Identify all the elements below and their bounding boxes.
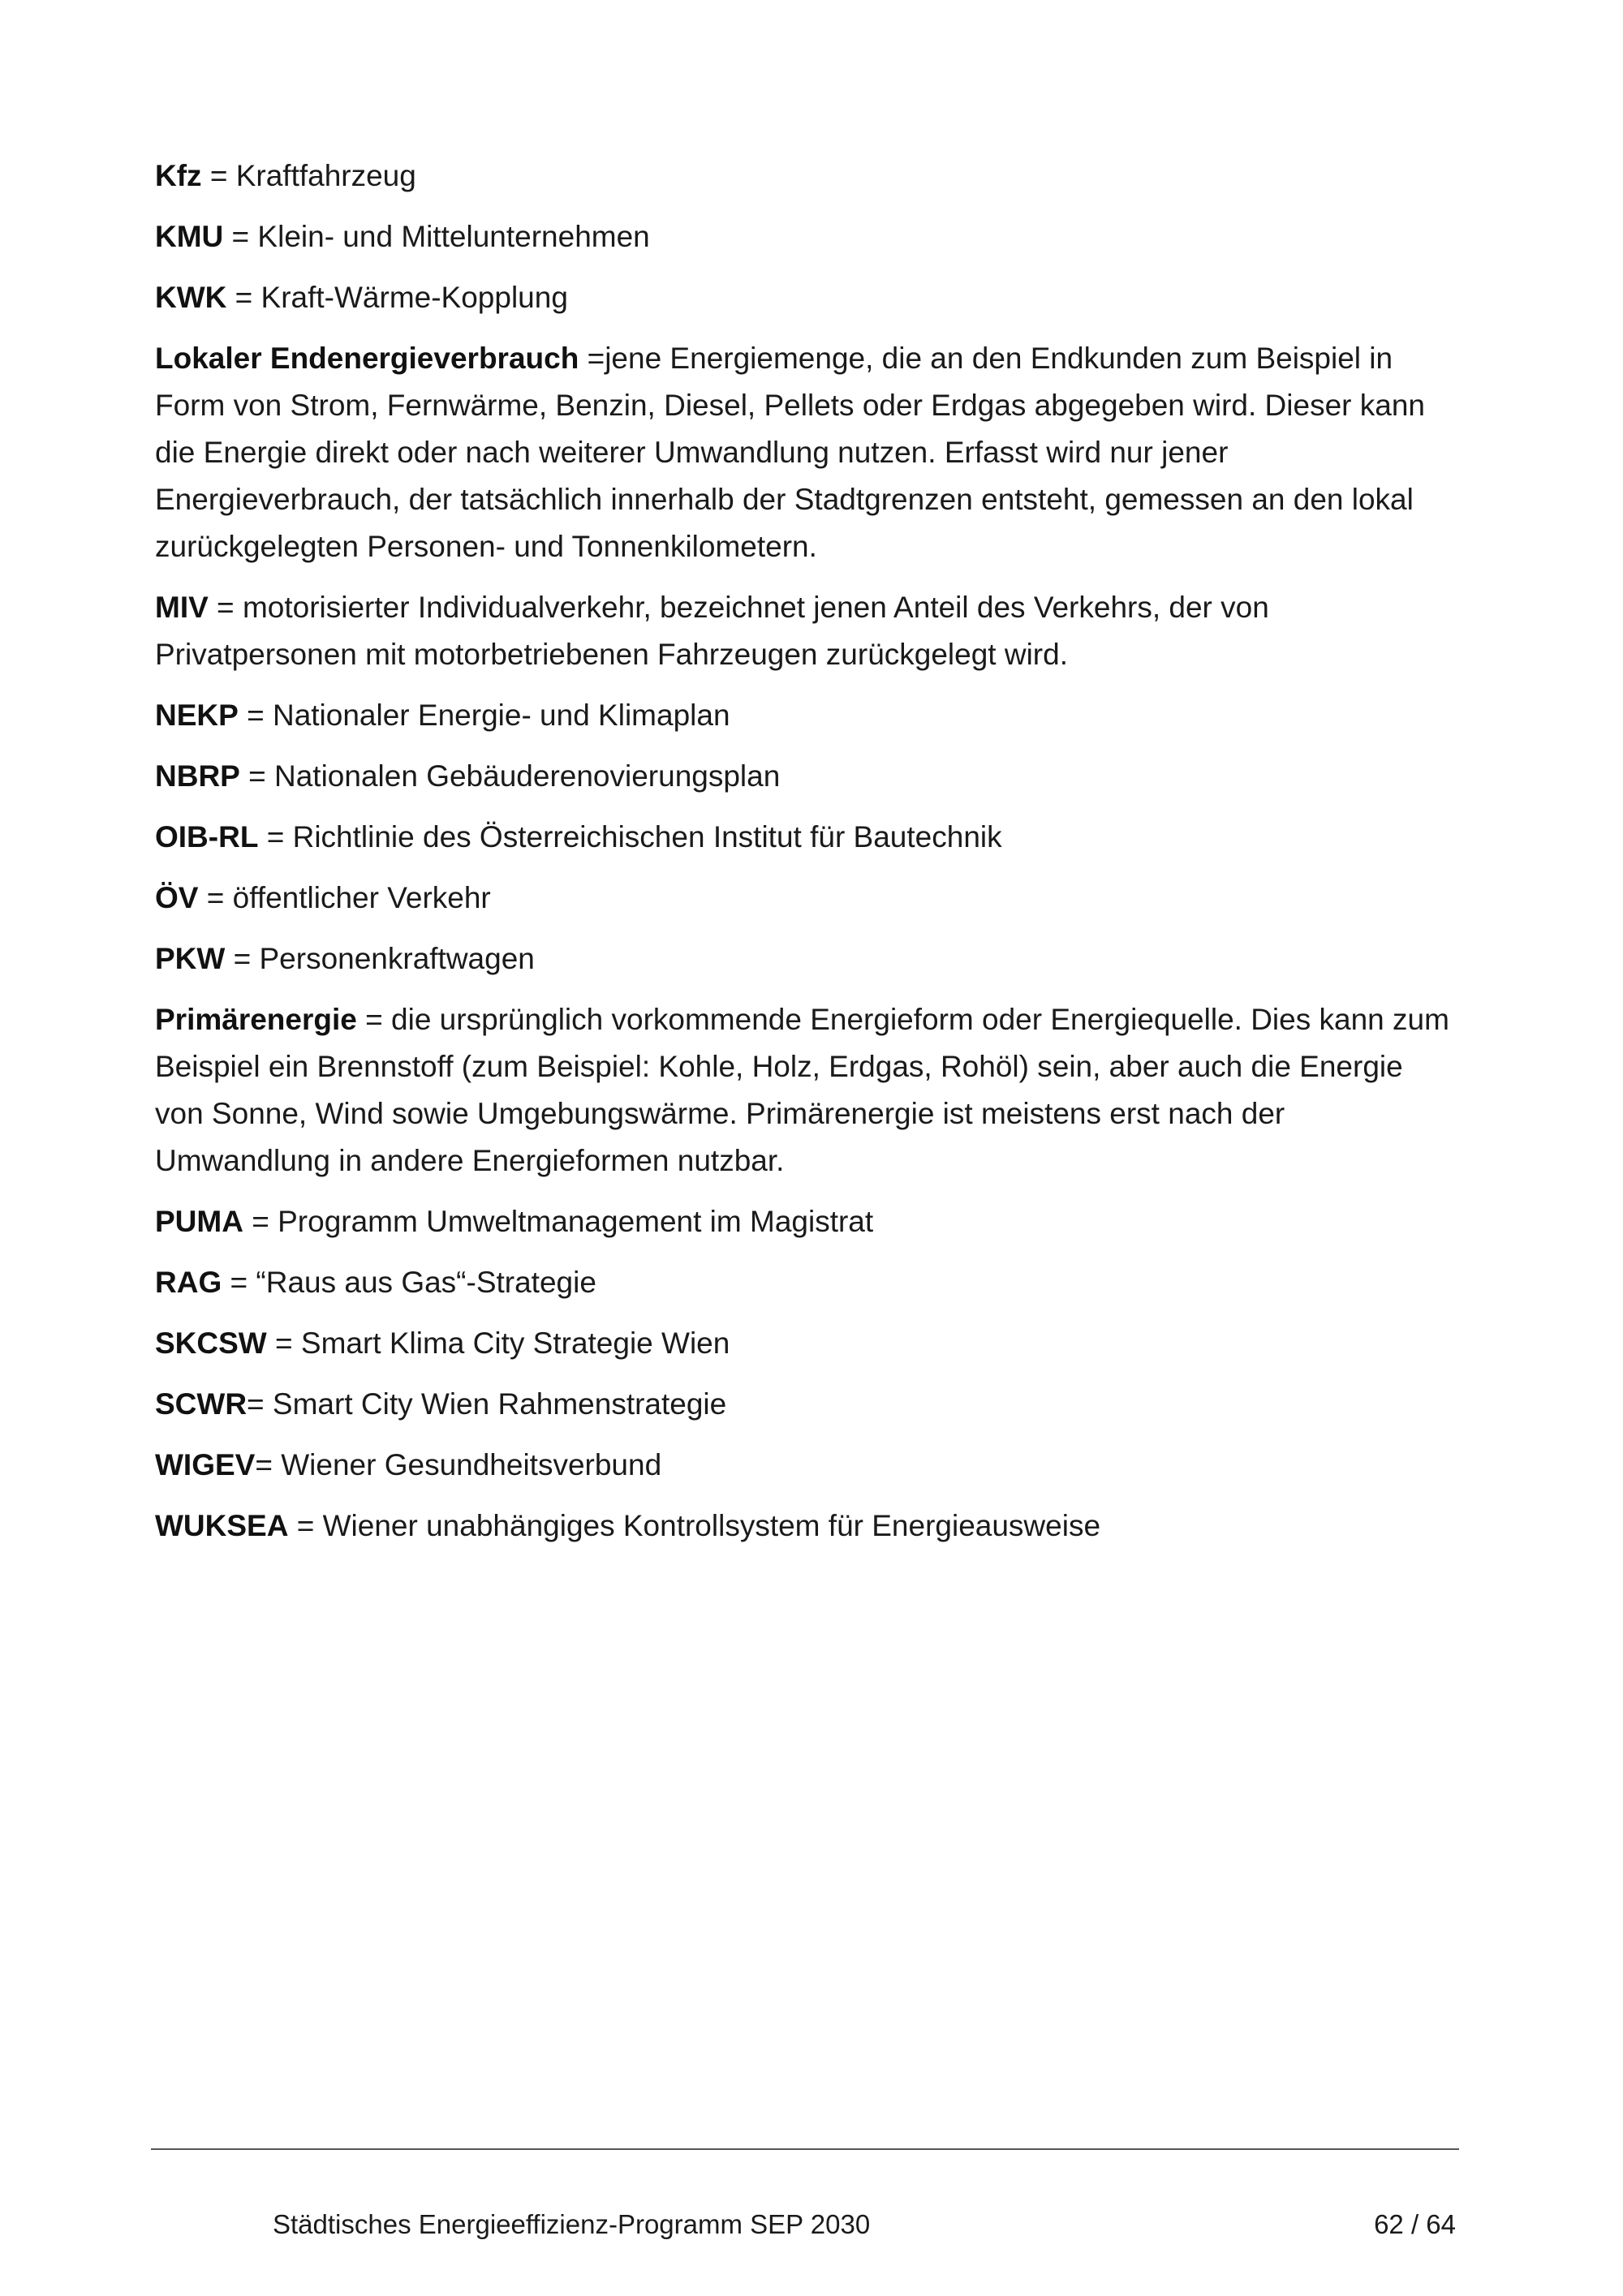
glossary-list bbox=[155, 153, 1453, 1563]
glossary-definition: = Wiener unabhängiges Kontrollsystem für Energieausweise bbox=[288, 1509, 1101, 1542]
footer-document-title: Städtisches Energieeffizienz-Programm SEP 2030 bbox=[273, 2209, 871, 2239]
glossary-term: NEKP bbox=[155, 699, 239, 732]
glossary-term: KWK bbox=[155, 281, 227, 314]
glossary-definition: = Kraftfahrzeug bbox=[201, 159, 416, 192]
glossary-term: KMU bbox=[155, 220, 224, 253]
glossary-entry-wigev bbox=[155, 1442, 1453, 1489]
glossary-term: NBRP bbox=[155, 759, 240, 793]
glossary-definition: = Kraft-Wärme-Kopplung bbox=[226, 281, 568, 314]
glossary-entry-oib-rl bbox=[155, 814, 1453, 861]
glossary-definition: = Klein- und Mittelunternehmen bbox=[223, 220, 650, 253]
glossary-definition: = Wiener Gesundheitsverbund bbox=[255, 1448, 662, 1481]
glossary-entry-primaerenergie bbox=[155, 996, 1453, 1185]
glossary-entry-kmu bbox=[155, 213, 1453, 260]
glossary-entry-puma bbox=[155, 1198, 1453, 1245]
glossary-term: PUMA bbox=[155, 1205, 243, 1238]
glossary-definition: = motorisierter Individualverkehr, bezeichnet jenen Anteil des Verkehrs, der von Privatpersonen mit motorbetriebenen Fahrzeugen zurückgelegt wird. bbox=[155, 591, 1269, 671]
glossary-term: ÖV bbox=[155, 881, 199, 914]
glossary-entry-kfz bbox=[155, 153, 1453, 200]
glossary-term: Kfz bbox=[155, 159, 202, 192]
glossary-term: MIV bbox=[155, 591, 209, 624]
glossary-entry-rag bbox=[155, 1259, 1453, 1306]
glossary-term: SKCSW bbox=[155, 1326, 267, 1360]
glossary-definition: = Nationalen Gebäuderenovierungsplan bbox=[239, 759, 781, 793]
glossary-definition: = Personenkraftwagen bbox=[225, 942, 535, 975]
glossary-definition: = Smart Klima City Strategie Wien bbox=[266, 1326, 730, 1360]
glossary-term: Primärenergie bbox=[155, 1003, 357, 1036]
glossary-term: SCWR bbox=[155, 1387, 248, 1421]
glossary-term: RAG bbox=[155, 1266, 222, 1299]
glossary-entry-scwr bbox=[155, 1381, 1453, 1428]
glossary-entry-lokaler-endenergieverbrauch bbox=[155, 335, 1453, 570]
glossary-term: PKW bbox=[155, 942, 226, 975]
glossary-definition: = Richtlinie des Österreichischen Institut für Bautechnik bbox=[258, 820, 1002, 853]
glossary-definition: = Smart City Wien Rahmenstrategie bbox=[247, 1387, 727, 1421]
glossary-entry-wuksea bbox=[155, 1503, 1453, 1550]
glossary-entry-miv bbox=[155, 584, 1453, 678]
glossary-entry-pkw bbox=[155, 935, 1453, 982]
glossary-term: Lokaler Endenergieverbrauch bbox=[155, 342, 579, 375]
glossary-entry-kwk bbox=[155, 274, 1453, 321]
glossary-entry-oev bbox=[155, 875, 1453, 922]
footer-page-number: 62 / 64 bbox=[1374, 2209, 1456, 2239]
glossary-definition: = “Raus aus Gas“-Strategie bbox=[222, 1266, 596, 1299]
glossary-entry-nbrp bbox=[155, 753, 1453, 800]
glossary-definition: = öffentlicher Verkehr bbox=[198, 881, 491, 914]
glossary-term: WIGEV bbox=[155, 1448, 256, 1481]
footer-divider bbox=[151, 2148, 1459, 2150]
glossary-definition: =jene Energiemenge, die an den Endkunden zum Beispiel in Form von Strom, Fernwärme, Benzin, Diesel, Pellets oder Erdgas abgegeben wird. Dieser kann die Energie direkt oder nach weiterer Umwandlung nutzen. Erfasst wird nur jener Energieverbrauch, der tatsächlich innerhalb der Stadtgrenzen entsteht, gemessen an den lokal zurückgelegten Personen- und Tonnenkilometern. bbox=[155, 342, 1425, 563]
glossary-entry-nekp bbox=[155, 692, 1453, 739]
glossary-definition: = Nationaler Energie- und Klimaplan bbox=[238, 699, 730, 732]
glossary-term: OIB-RL bbox=[155, 820, 259, 853]
glossary-definition: = Programm Umweltmanagement im Magistrat bbox=[243, 1205, 874, 1238]
glossary-term: WUKSEA bbox=[155, 1509, 289, 1542]
glossary-definition: = die ursprünglich vorkommende Energieform oder Energiequelle. Dies kann zum Beispiel ein Brennstoff (zum Beispiel: Kohle, Holz, Erdgas, Rohöl) sein, aber auch die Energie von Sonne, Wind sowie Umgebungswärme. Primärenergie ist meistens erst nach der Umwandlung in andere Energieformen nutzbar. bbox=[155, 1003, 1449, 1177]
glossary-entry-skcsw bbox=[155, 1320, 1453, 1367]
